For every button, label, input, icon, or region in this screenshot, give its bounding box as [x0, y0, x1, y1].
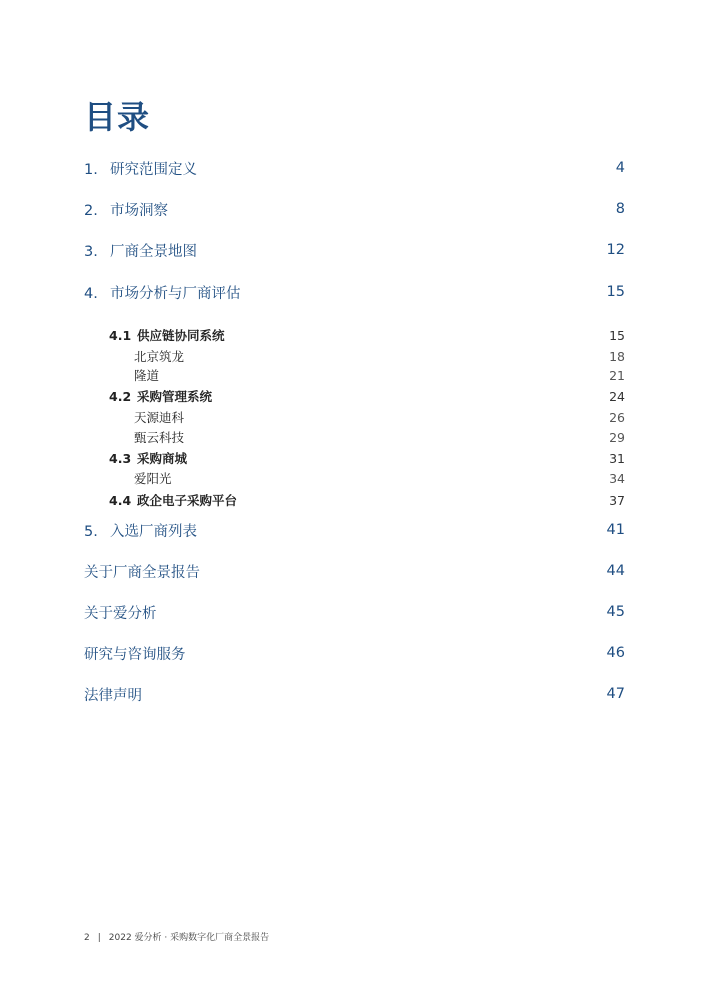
toc-subsection[interactable] [109, 449, 625, 467]
toc-entry-label: 5. 入选厂商列表 [84, 523, 197, 540]
toc-page-number: 24 [609, 388, 625, 404]
toc-page-number: 34 [609, 470, 625, 486]
toc-entry-label: 关于厂商全景报告 [84, 564, 200, 581]
toc-entry[interactable] [84, 560, 625, 582]
toc-entry-label: 甄云科技 [134, 430, 185, 445]
toc-entry-label: 法律声明 [84, 687, 142, 704]
toc-vendor[interactable] [134, 347, 625, 365]
toc-subsection[interactable] [109, 326, 625, 344]
toc-vendor[interactable] [134, 469, 625, 487]
toc-page-number: 21 [609, 367, 625, 383]
toc-entry-label: 4.3 采购商城 [109, 451, 188, 466]
toc-subsection[interactable] [109, 387, 625, 405]
toc-entry-label: 1. 研究范围定义 [84, 161, 197, 178]
toc-entry-label: 北京筑龙 [134, 349, 185, 364]
footer-separator: | [97, 933, 101, 943]
toc-vendor[interactable] [134, 408, 625, 426]
toc-page-number: 41 [606, 522, 625, 538]
toc-entry[interactable] [84, 519, 625, 541]
footer-report-title: 2022 爱分析 · 采购数字化厂商全景报告 [108, 933, 270, 943]
toc-entry-label: 隆道 [134, 368, 160, 383]
toc-vendor[interactable] [134, 428, 625, 446]
toc-page-number: 12 [606, 242, 625, 258]
toc-entry-label: 爱阳光 [134, 471, 172, 486]
toc-entry[interactable] [84, 157, 625, 179]
toc-entry-label: 4.4 政企电子采购平台 [109, 493, 238, 508]
toc-page-number: 8 [615, 201, 625, 217]
page-footer [84, 930, 269, 943]
toc-entry-label: 2. 市场洞察 [84, 202, 168, 219]
toc-entry[interactable] [84, 198, 625, 220]
footer-page-number: 2 [84, 933, 90, 943]
page-title: 目录 [84, 98, 151, 136]
toc-page-number: 46 [606, 645, 625, 661]
toc-page-number: 18 [609, 348, 625, 364]
toc-page-number: 31 [609, 450, 625, 466]
toc-entry[interactable] [84, 281, 625, 303]
toc-entry[interactable] [84, 239, 625, 261]
toc-subsection[interactable] [109, 491, 625, 509]
toc-page-number: 15 [606, 284, 625, 300]
toc-page-number: 15 [609, 327, 625, 343]
toc-entry[interactable] [84, 683, 625, 705]
toc-entry[interactable] [84, 642, 625, 664]
toc-entry-label: 研究与咨询服务 [84, 646, 186, 663]
toc-page-number: 37 [609, 492, 625, 508]
toc-entry-label: 4. 市场分析与厂商评估 [84, 285, 241, 302]
toc-page-number: 44 [606, 563, 625, 579]
toc-page-number: 45 [606, 604, 625, 620]
toc-entry-label: 天源迪科 [134, 410, 185, 425]
toc-page-number: 26 [609, 409, 625, 425]
toc-entry-label: 4.2 采购管理系统 [109, 389, 213, 404]
toc-entry-label: 4.1 供应链协同系统 [109, 328, 225, 343]
toc-page-number: 4 [615, 160, 625, 176]
toc-entry-label: 关于爱分析 [84, 605, 157, 622]
toc-entry[interactable] [84, 601, 625, 623]
toc-page-number: 47 [606, 686, 625, 702]
toc-vendor[interactable] [134, 366, 625, 384]
toc-entry-label: 3. 厂商全景地图 [84, 243, 197, 260]
toc-page-number: 29 [609, 429, 625, 445]
